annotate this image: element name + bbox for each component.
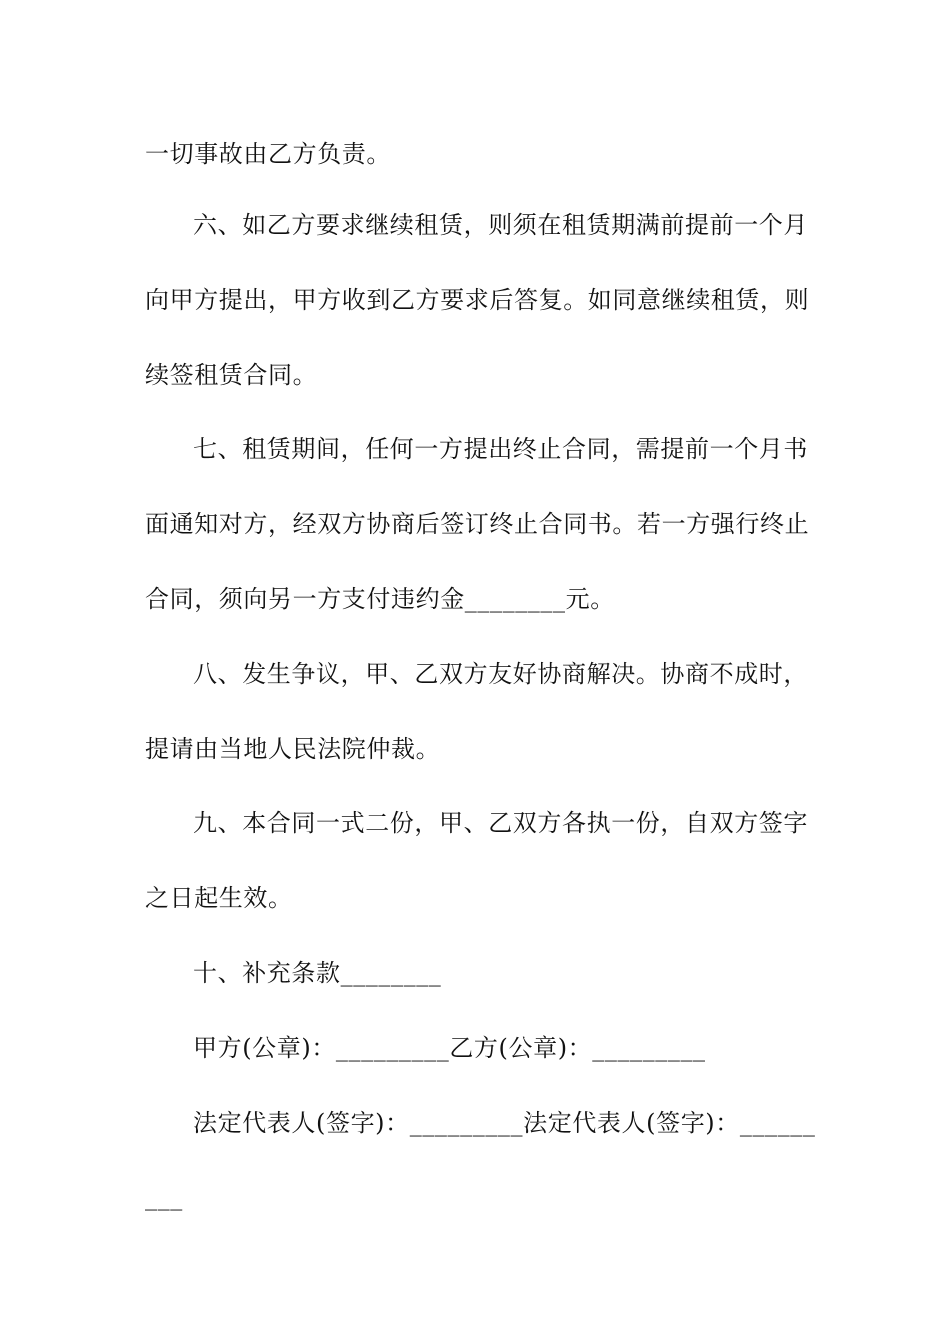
text-line-1: 一切事故由乙方负责。 [145,140,391,168]
clause-8-line-1: 八、发生争议，甲、乙双方友好协商解决。协商不成时， [193,660,808,688]
clause-7-line-3: 合同，须向另一方支付违约金________元。 [145,585,615,613]
clause-9-line-1: 九、本合同一式二份，甲、乙双方各执一份，自双方签字 [193,809,808,837]
clause-8-line-2: 提请由当地人民法院仲裁。 [145,735,441,763]
party-seal-line: 甲方(公章)：_________乙方(公章)：_________ [193,1034,706,1062]
clause-6-line-2: 向甲方提出，甲方收到乙方要求后答复。如同意继续租赁，则 [145,286,810,314]
clause-6-line-3: 续签租赁合同。 [145,361,318,389]
clause-9-line-2: 之日起生效。 [145,884,293,912]
clause-7-line-2: 面通知对方，经双方协商后签订终止合同书。若一方强行终止 [145,510,810,538]
clause-7-line-1: 七、租赁期间，任何一方提出终止合同，需提前一个月书 [193,435,808,463]
clause-6-line-1: 六、如乙方要求继续租赁，则须在租赁期满前提前一个月 [193,211,808,239]
clause-10-line: 十、补充条款________ [193,959,442,987]
signature-underline-continuation: ___ [145,1183,183,1211]
representative-signature-line: 法定代表人(签字)：_________法定代表人(签字)：______ [193,1109,816,1137]
